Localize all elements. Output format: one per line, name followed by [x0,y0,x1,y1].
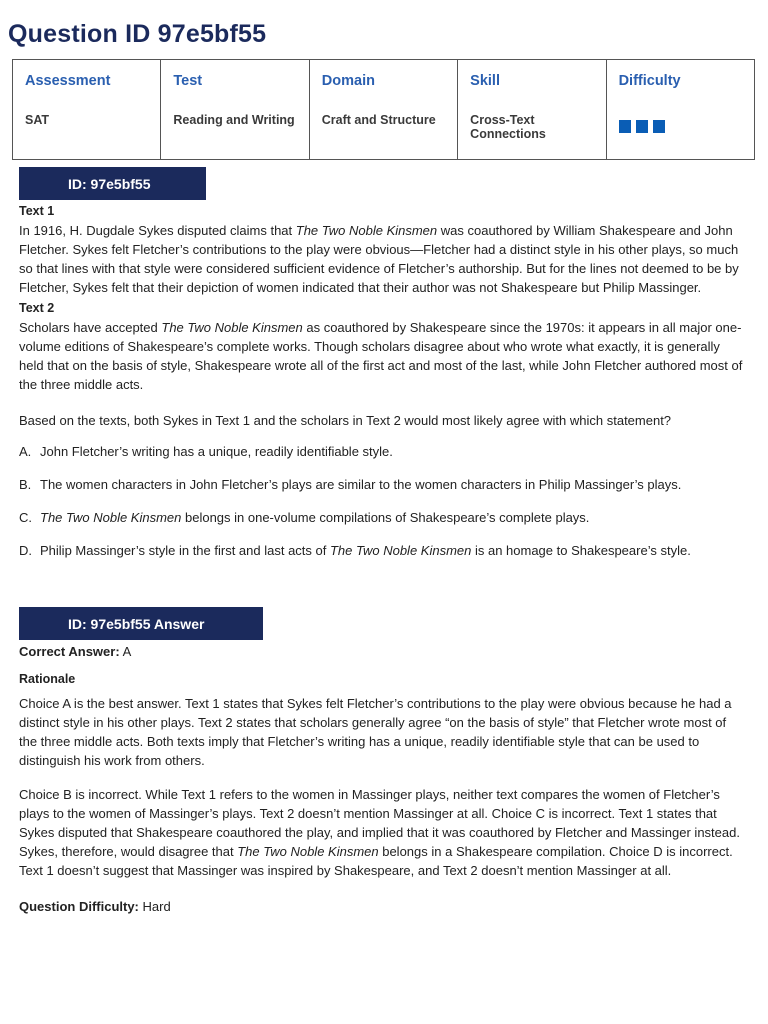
difficulty-bar [653,120,665,133]
question-prompt: Based on the texts, both Sykes in Text 1 and the scholars in Text 2 would most likely agree with which statement? [19,413,672,428]
answer-id-banner: ID: 97e5bf55 Answer [19,607,263,640]
choice-d-part-b: is an homage to Shakespeare’s style. [471,543,691,558]
text2-part-a: Scholars have accepted [19,320,162,335]
test-label: Test [173,73,203,89]
correct-answer-label: Correct Answer: [19,644,120,659]
choice-b [19,475,747,494]
correct-answer-value: A [122,644,132,659]
assessment-value: SAT [25,113,50,127]
skill-cell [458,60,606,160]
difficulty-bars [619,120,742,133]
difficulty-bar [619,120,631,133]
choice-a-text: John Fletcher’s writing has a unique, readily identifiable style. [40,444,393,459]
assessment-cell [13,60,161,160]
assessment-label: Assessment [25,73,111,89]
choice-b-text: The women characters in John Fletcher’s plays are similar to the women characters in Philip Massinger’s plays. [40,477,682,492]
test-cell [161,60,309,160]
correct-answer [19,642,747,661]
choice-d-letter: D. [19,543,32,558]
text2-passage [19,318,747,394]
choice-c-letter: C. [19,510,32,525]
choice-d-part-a: Philip Massinger’s style in the first and last acts of [40,543,330,558]
question-body [19,202,747,560]
text2-label: Text 2 [19,301,55,315]
choice-c [19,508,747,527]
choice-d [19,541,747,560]
skill-value-line-1: Cross-Text [470,113,535,127]
text1-part-b: was coauthored by William Shakespeare and John Fletcher. Sykes felt Fletcher’s contributions to the play were obvious—Fletcher had a distinct style in his other plays, so much so that lines with that style were considered sufficient evidence of Fletcher’s authorship. But for the lines not deemed to be by Fletcher, Sykes felt that their depiction of women indicated that their author was not Shakespeare but Philip Massinger. [19,223,739,295]
domain-label: Domain [321,73,375,89]
rationale-label: Rationale [19,672,76,686]
question-difficulty-value: Hard [142,899,171,914]
choice-d-play-title: The Two Noble Kinsmen [329,543,472,558]
text1-play-title: The Two Noble Kinsmen [295,223,438,238]
text1-passage [19,221,747,297]
difficulty-bar [636,120,648,133]
choice-b-letter: B. [19,477,32,492]
skill-value-line-2: Connections [470,127,546,141]
page-title: Question ID 97e5bf55 [8,20,267,48]
answer-body [19,642,747,916]
question-id-banner: ID: 97e5bf55 [19,167,206,200]
text1-label: Text 1 [19,204,55,218]
choice-a-letter: A. [19,444,32,459]
skill-label: Skill [470,73,500,89]
choice-c-text [40,508,589,527]
domain-value: Craft and Structure [321,113,436,127]
rationale-2-part-b: belongs in a Shakespeare compilation. Choice D is incorrect. Text 1 doesn’t suggest that Massinger was inspired by Shakespeare, and Text 2 doesn’t mention Massinger at all. [19,844,733,878]
question-difficulty-label: Question Difficulty: [19,899,139,914]
test-value: Reading and Writing [173,113,295,127]
choice-a [19,442,747,461]
difficulty-label: Difficulty [618,73,681,89]
rationale-2-play-title: The Two Noble Kinsmen [237,844,379,859]
difficulty-cell [606,60,754,160]
choice-c-play-title: The Two Noble Kinsmen [40,510,182,525]
rationale-paragraph-2 [19,785,747,880]
text2-play-title: The Two Noble Kinsmen [161,320,303,335]
rationale-2-part-a: Choice B is incorrect. While Text 1 refers to the women in Massinger plays, neither text compares the women of Fletcher’s plays to the women of Massinger’s plays. Text 2 doesn’t mention Massinger at all. Choice C is incorrect. Text 1 states that Sykes disputed that Shakespeare coauthored the play, and implied that it was coauthored by Fletcher and Massinger instead. Sykes, therefore, would disagree that [19,787,740,859]
choice-c-part-b: belongs in one-volume compilations of Shakespeare’s complete plays. [181,510,590,525]
skill-value [470,113,593,141]
text2-part-b: as coauthored by Shakespeare since the 1970s: it appears in all major one-volume editions of Shakespeare’s complete works. Though scholars disagree about who wrote what exactly, it is generally held that on the basis of style, Shakespeare wrote all of the first act and most of the last, while John Fletcher authored most of the three middle acts. [19,320,743,392]
text1-part-a: In 1916, H. Dugdale Sykes disputed claims that [19,223,296,238]
domain-cell [309,60,457,160]
rationale-paragraph-1: Choice A is the best answer. Text 1 states that Sykes felt Fletcher’s contributions to the play were obvious because he had a distinct style in his other plays. Text 2 states that scholars generally agree “on the basis of style” that Fletcher wrote most of the three middle acts. Both texts imply that Fletcher’s writing has a unique, readily identifiable style that can be used to distinguish his work from others. [19,696,732,768]
choice-d-text [40,541,691,560]
question-meta-table [12,59,755,160]
question-difficulty [19,897,747,916]
